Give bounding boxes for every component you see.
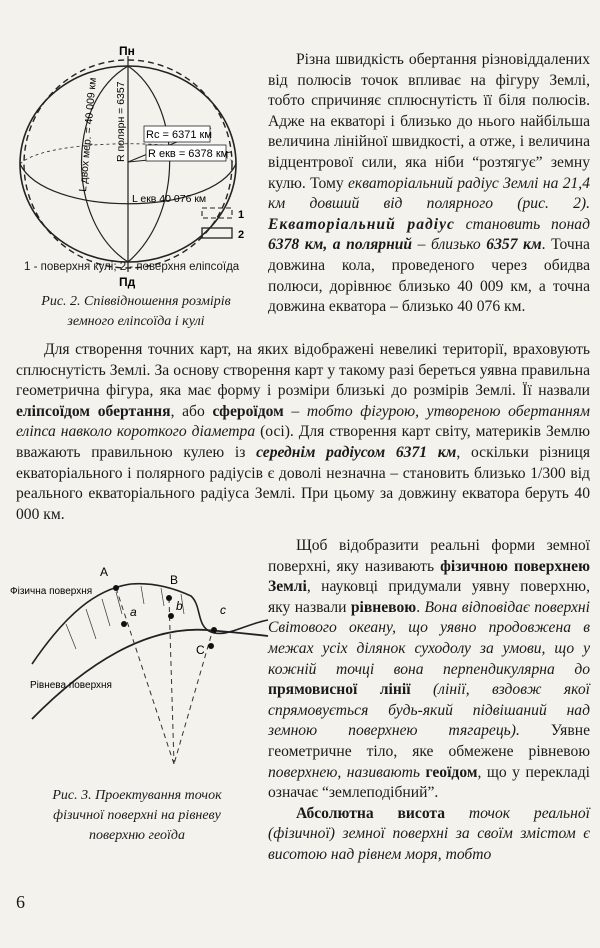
meridian-curve <box>128 66 170 262</box>
plumb-line <box>169 598 174 764</box>
figure-2-caption <box>20 292 252 332</box>
label-req: R екв = 6378 км <box>148 148 229 160</box>
caption-line: фізичної поверхні на рівневу <box>53 808 221 823</box>
paragraph-ellipsoid: Для створення точних карт, на яких відображені невеликі території, враховують сплюснутість Землі. За основу створення карт у такому разі береться уявна правильна геометрична фігура, яка має форму і розміри близькі до розмірів Землі. Її назвали еліпсоїдом обертання, або сфероїдом – тобто фігурою, утвореною обертанням еліпса навколо короткого діаметра (осі). Для створення карт світу, материків Землю вважають правильною кулею із середнім радіусом 6371 км, оскільки різниця екваторіального і полярного радіусів є доволі незначна – становить близько 1/300 від реального екваторіального радіуса Землі. При цьому за довжину екватора беруть 40 000 км. <box>16 341 590 523</box>
point-a <box>121 621 127 627</box>
caption-line: поверхню геоїда <box>88 828 185 843</box>
label-A: A <box>100 565 109 579</box>
label-physical-surface: Фізична поверхня <box>10 586 93 597</box>
label-C: C <box>196 643 205 657</box>
page-number: 6 <box>16 892 25 912</box>
caption-line: земного еліпсоїда і кулі <box>67 314 205 329</box>
paragraph-earth-shape: Різна швидкість обертання різновіддалених від полюсів точок впливає на фігуру Землі, тобто спричиняє сплюснутість її біля полюсів. Адже на екваторі і близько до нього найбільша величина лінійної швидкості, а отже, і величина відцентрової сили, яка ніби “розтягує” земну кулю. Тому екваторіальний радіус Землі на 21,4 км довший від полярного (рис. 2). Екваторіальний радіус становить понад 6378 км, а полярний – близько 6357 км. Точна довжина кола, проведеного через обидва полюси, дорівнює близько 40 009 км, а точна довжина екватора – близько 40 076 км. <box>268 51 590 316</box>
legend-num-2: 2 <box>238 229 245 241</box>
label-level-surface: Рівнева поверхня <box>30 680 112 691</box>
plumb-line <box>174 636 211 764</box>
column-geoid-text <box>268 536 590 866</box>
figure-3-geoid-projection <box>6 554 270 776</box>
point-b <box>168 613 174 619</box>
label-l-eq: L екв 40 076 км <box>132 193 207 205</box>
point-C <box>208 643 214 649</box>
caption-line: Рис. 2. Співвідношення розмірів <box>41 294 231 309</box>
label-b: b <box>176 599 183 613</box>
label-r-polar: R полярн = 6357 <box>115 81 127 162</box>
label-B: B <box>170 573 179 587</box>
figure-2-ellipsoid-diagram <box>6 42 268 289</box>
label-meridian-length: L двох мер. = 40 009 км <box>77 77 99 193</box>
label-south: Пд <box>119 275 136 289</box>
point-B <box>166 595 172 601</box>
paragraph-absolute-height: Абсолютна висота точок реальної (фізичної) земної поверхні за своїм змістом є висотою над рівнем моря, тобто <box>268 804 590 863</box>
point-A <box>113 585 119 591</box>
legend-num-1: 1 <box>238 209 245 221</box>
label-rc: Rc = 6371 км <box>146 129 212 141</box>
point-c <box>211 627 217 633</box>
level-surface-line <box>32 630 268 719</box>
figure-3-caption <box>20 786 254 846</box>
plumb-line <box>116 588 174 764</box>
caption-line: Рис. 3. Проектування точок <box>52 788 222 803</box>
paragraph-geoid: Щоб відобразити реальні форми земної поверхні, яку називають фізичною поверхнею Землі, науковці придумали уявну поверхню, яку назвали рівневою. Вона відповідає поверхні Світового океану, що уявно продовжена в межах усіх ділянок суходолу за умови, що у кожній точці вона перпендикулярна до прямовисної лінії (лінії, вздовж якої спрямовується будь-який підвішаний над земною поверхнею тягарець). Уявне геометричне тіло, яке обмежене рівневою поверхнею, називають геоїдом, що у перекладі означає “землеподібний”. <box>268 537 590 802</box>
label-a: a <box>130 605 137 619</box>
label-c: c <box>220 603 226 617</box>
figure-2-legend: 1 - поверхня кулі; 2 - поверхня еліпсоїда <box>24 261 240 273</box>
label-north: Пн <box>119 44 135 58</box>
